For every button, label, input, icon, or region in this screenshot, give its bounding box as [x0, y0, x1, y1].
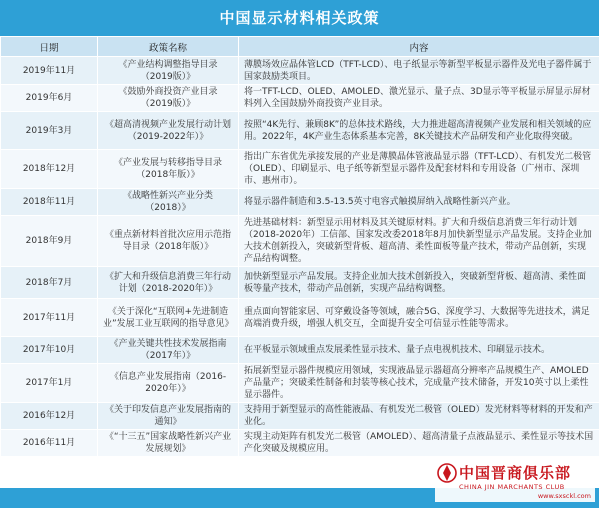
- row-policy-name: 《超高清视频产业发展行动计划（2019-2022年）》: [98, 112, 239, 150]
- table-header-row: [1, 37, 599, 57]
- table-row: [1, 189, 599, 216]
- row-content: 实现主动矩阵有机发光二极管（AMOLED）、超高清量子点液晶显示、柔性显示等技术国产化突破及规模应用。: [239, 430, 599, 457]
- row-content: 重点面向智能家居、可穿戴设备等领域，融合5G、深度学习、大数据等先进技术，满足高端消费升级，增强人机交互，全面提升安全可信显示性能等需求。: [239, 299, 599, 337]
- row-content: 在平板显示领域重点发展柔性显示技术、量子点电视机技术、印刷显示技术。: [239, 337, 599, 364]
- table-row: [1, 403, 599, 430]
- header-content: 内容: [239, 37, 599, 57]
- row-content: 加快新型显示产品发展。支持企业加大技术创新投入，突破新型背板、超高清、柔性面板等量产技术，带动产品创新，实现产品结构调整。: [239, 267, 599, 299]
- row-date: 2017年10月: [1, 337, 98, 364]
- row-content: 支持用于新型显示的高性能液晶、有机发光二极管（OLED）发光材料等材料的开发和产业化。: [239, 403, 599, 430]
- row-date: 2018年7月: [1, 267, 98, 299]
- logo-mark-icon: [437, 462, 457, 484]
- row-content: 指出广东省优先承接发展的产业是薄膜晶体管液晶显示器（TFT-LCD）、有机发光二极管（OLED）、印刷显示、电子纸等新型显示器件及配套材料和专用设备（广州市、深圳市、惠州市）。: [239, 150, 599, 189]
- header-policy-name: 政策名称: [98, 37, 239, 57]
- row-policy-name: 《扩大和升级信息消费三年行动计划（2018-2020年）》: [98, 267, 239, 299]
- row-content: 将显示器件制造和3.5-13.5英寸电容式触摸屏纳入战略性新兴产业。: [239, 189, 599, 216]
- row-policy-name: 《重点新材料首批次应用示范指导目录（2018年版）》: [98, 216, 239, 267]
- row-date: 2019年3月: [1, 112, 98, 150]
- row-policy-name: 《关于印发信息产业发展指南的通知》: [98, 403, 239, 430]
- table-row: [1, 267, 599, 299]
- table-row: [1, 364, 599, 403]
- row-policy-name: 《“十三五”国家战略性新兴产业发展规划》: [98, 430, 239, 457]
- row-date: 2017年1月: [1, 364, 98, 403]
- logo-english-name: CHINA JIN MARCHANTS CLUB: [459, 483, 565, 491]
- row-date: 2017年11月: [1, 299, 98, 337]
- row-content: 将一TFT-LCD、OLED、AMOLED、激光显示、量子点、3D显示等平板显示屏显示屏材料列入全国鼓励外商投资产业目录。: [239, 85, 599, 112]
- row-date: 2018年11月: [1, 189, 98, 216]
- page-title: 中国显示材料相关政策: [0, 0, 599, 36]
- row-content: 按照“4K先行、兼顾8K”的总体技术路线，大力推进超高清视频产业发展和相关领域的应用。2022年，4K产业生态体系基本完善，8K关键技术产品研发和产业化取得突破。: [239, 112, 599, 150]
- logo-url: www.sxsckl.com: [537, 492, 591, 500]
- row-policy-name: 《产业关键共性技术发展指南（2017年）》: [98, 337, 239, 364]
- row-date: 2016年12月: [1, 403, 98, 430]
- row-date: 2018年9月: [1, 216, 98, 267]
- club-logo: [435, 458, 595, 502]
- table-row: [1, 299, 599, 337]
- table-row: [1, 57, 599, 85]
- row-policy-name: 《产业结构调整指导目录（2019版）》: [98, 57, 239, 85]
- policy-table: [0, 36, 599, 457]
- table-row: [1, 85, 599, 112]
- row-policy-name: 《关于深化“互联网+先进制造业”发展工业互联网的指导意见》: [98, 299, 239, 337]
- row-policy-name: 《鼓励外商投资产业目录（2019版）》: [98, 85, 239, 112]
- row-policy-name: 《信息产业发展指南（2016-2020年）》: [98, 364, 239, 403]
- table-row: [1, 216, 599, 267]
- row-content: 先进基础材料：新型显示用材料及其关键原材料。扩大和升级信息消费三年行动计划（2018-2020年）工信部、国家发改委2018年8月加快新型显示产品发展。支持企业加大技术创新投入，突破新型背板、超高清、柔性面板等量产技术，带动产品创新，实现产品结构调整。: [239, 216, 599, 267]
- table-row: [1, 150, 599, 189]
- table-row: [1, 337, 599, 364]
- row-date: 2018年12月: [1, 150, 98, 189]
- row-content: 拓展新型显示器件规模应用领域，实现液晶显示器超高分辨率产品规模生产、AMOLED产品量产；突破柔性制备和封装等核心技术，完成量产技术储备，开发10英寸以上柔性显示器件。: [239, 364, 599, 403]
- table-row: [1, 112, 599, 150]
- table-row: [1, 430, 599, 457]
- row-date: 2016年11月: [1, 430, 98, 457]
- row-policy-name: 《产业发展与转移指导目录（2018年版）》: [98, 150, 239, 189]
- row-date: 2019年11月: [1, 57, 98, 85]
- logo-chinese-name: 中国晋商俱乐部: [459, 464, 572, 482]
- row-content: 薄膜场效应晶体管LCD（TFT-LCD）、电子纸显示等新型平板显示器件及光电子器件属于国家鼓励类项目。: [239, 57, 599, 85]
- header-date: 日期: [1, 37, 98, 57]
- row-policy-name: 《战略性新兴产业分类（2018）》: [98, 189, 239, 216]
- row-date: 2019年6月: [1, 85, 98, 112]
